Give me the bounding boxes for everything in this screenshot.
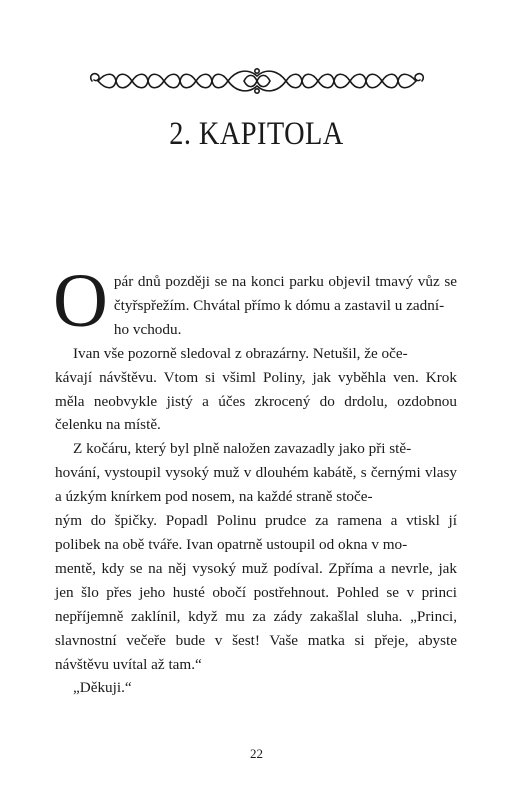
- text-line: Z kočáru, který byl plně naložen zavazadly jako při stě-: [73, 440, 412, 458]
- text-line: vlasy a úzkým knírkem pod nosem, na každé straně stoče-: [55, 464, 457, 506]
- paragraph-3: [55, 437, 457, 676]
- text-line: hování, vystoupil vysoký muž v dlouhém kabátě, s černými: [55, 464, 425, 482]
- paragraph-2: [55, 342, 457, 438]
- page-number: 22: [250, 746, 263, 761]
- text-line: mentě, kdy se na něj vysoký muž podíval. Zpříma a nevrle,: [55, 559, 439, 577]
- text-line: ným do špičky. Popadl Polinu prudce za ramena a vtiskl jí: [55, 512, 457, 530]
- drop-cap: O: [53, 259, 108, 343]
- text-line: přeje, abyste návštěvu uvítal až tam.“: [55, 631, 458, 673]
- text-line: sluha. „Princi, slavnostní večeře bude v šest! Vaše matka si: [55, 607, 457, 649]
- text-line: kávají návštěvu. Vtom si všiml Poliny, jak vyběhla ven. Krok: [55, 368, 457, 386]
- text-line: se v princi nepříjemně zaklínil, když mu za zády zakašlal: [55, 583, 458, 625]
- paragraph-1: [53, 259, 457, 343]
- paragraph-4: [55, 676, 457, 700]
- text-line: pár dnů později se na konci parku objevil tmavý vůz: [113, 273, 445, 290]
- text-line: čelenku na místě.: [55, 416, 161, 434]
- chapter-title: 2. KAPITOLA: [169, 116, 344, 152]
- text-line: ho vchodu.: [113, 320, 182, 338]
- text-line: jak jen šlo přes jeho husté obočí postřehnout. Pohled: [55, 559, 457, 601]
- body-text: [53, 259, 458, 700]
- text-line: se čtyřspřežím. Chvátal přímo k dómu a zastavil u zadní-: [113, 273, 457, 314]
- decorative-ornament: [86, 66, 428, 96]
- text-line: měla neobvykle jistý a účes zkrocený do drdolu, ozdobnou: [55, 392, 457, 410]
- text-line: polibek na obě tváře. Ivan opatrně ustoupil od okna v mo-: [55, 535, 408, 553]
- text-line: Ivan vše pozorně sledoval z obrazárny. Netušil, že oče-: [73, 344, 408, 362]
- text-line: „Děkuji.“: [73, 679, 132, 697]
